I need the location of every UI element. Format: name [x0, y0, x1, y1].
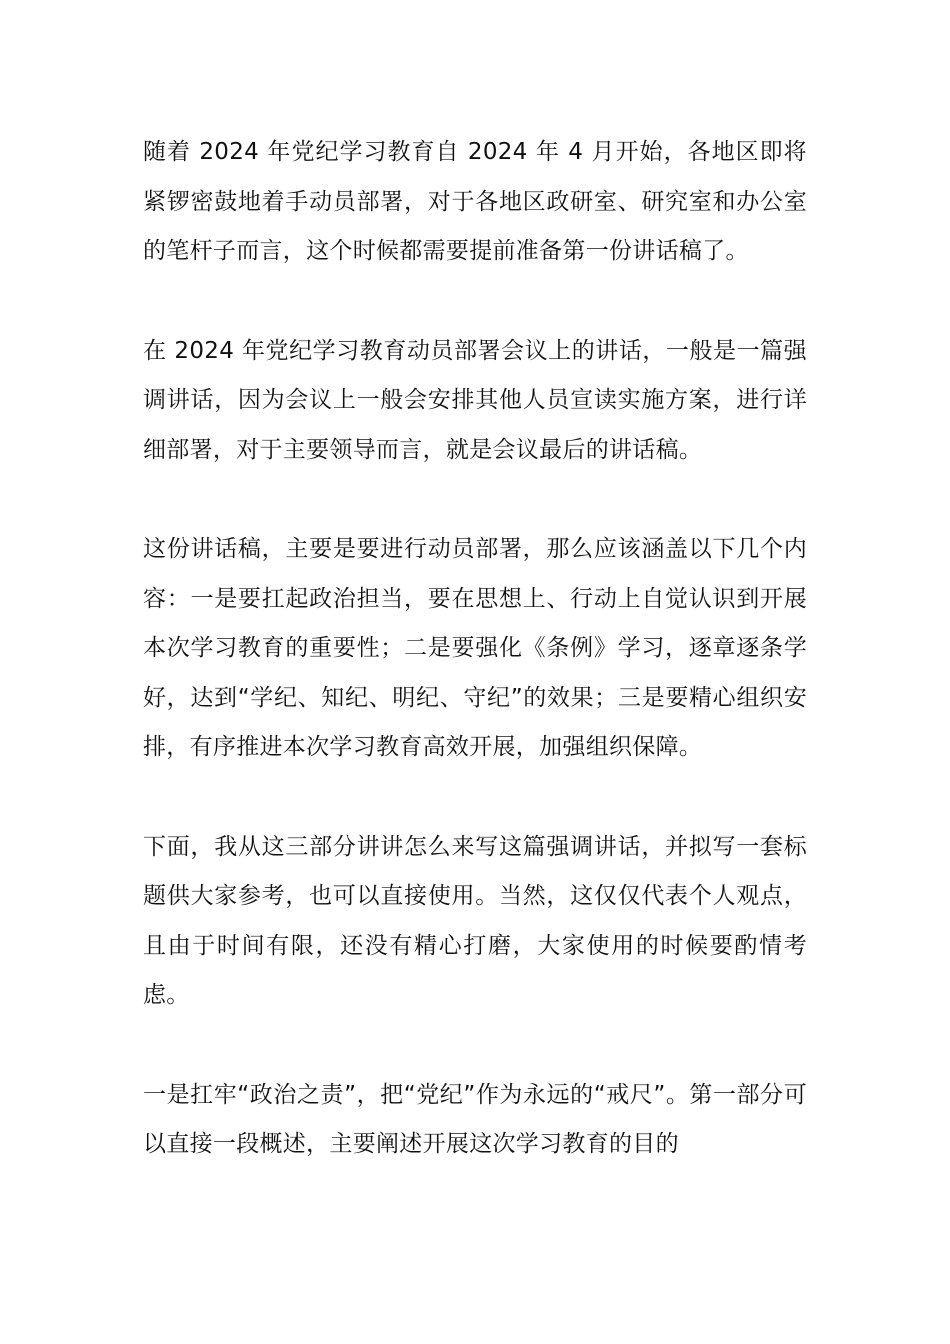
- paragraph-5: 一是扛牢“政治之责”，把“党纪”作为永远的“戒尺”。第一部分可以直接一段概述，主要阐述开展这次学习教育的目的: [143, 1081, 807, 1157]
- paragraph-3: 这份讲话稿，主要是要进行动员部署，那么应该涵盖以下几个内容：一是要扛起政治担当，要在思想上、行动上自觉认识到开展本次学习教育的重要性；二是要强化《条例》学习，逐章逐条学好，达到“学纪、知纪、明纪、守纪”的效果；三是要精心组织安排，有序推进本次学习教育高效开展，加强组织保障。: [143, 536, 807, 760]
- document-body: [143, 128, 807, 1220]
- paragraph-1: 随着 2024 年党纪学习教育自 2024 年 4 月开始，各地区即将紧锣密鼓地着手动员部署，对于各地区政研室、研究室和办公室的笔杆子而言，这个时候都需要提前准备第一份讲话稿了。: [143, 139, 807, 264]
- paragraph-4: 下面，我从这三部分讲讲怎么来写这篇强调讲话，并拟写一套标题供大家参考，也可以直接使用。当然，这仅仅代表个人观点，且由于时间有限，还没有精心打磨，大家使用的时候要酌情考虑。: [143, 833, 807, 1008]
- paragraph-2: 在 2024 年党纪学习教育动员部署会议上的讲话，一般是一篇强调讲话，因为会议上一般会安排其他人员宣读实施方案，进行详细部署，对于主要领导而言，就是会议最后的讲话稿。: [143, 337, 807, 463]
